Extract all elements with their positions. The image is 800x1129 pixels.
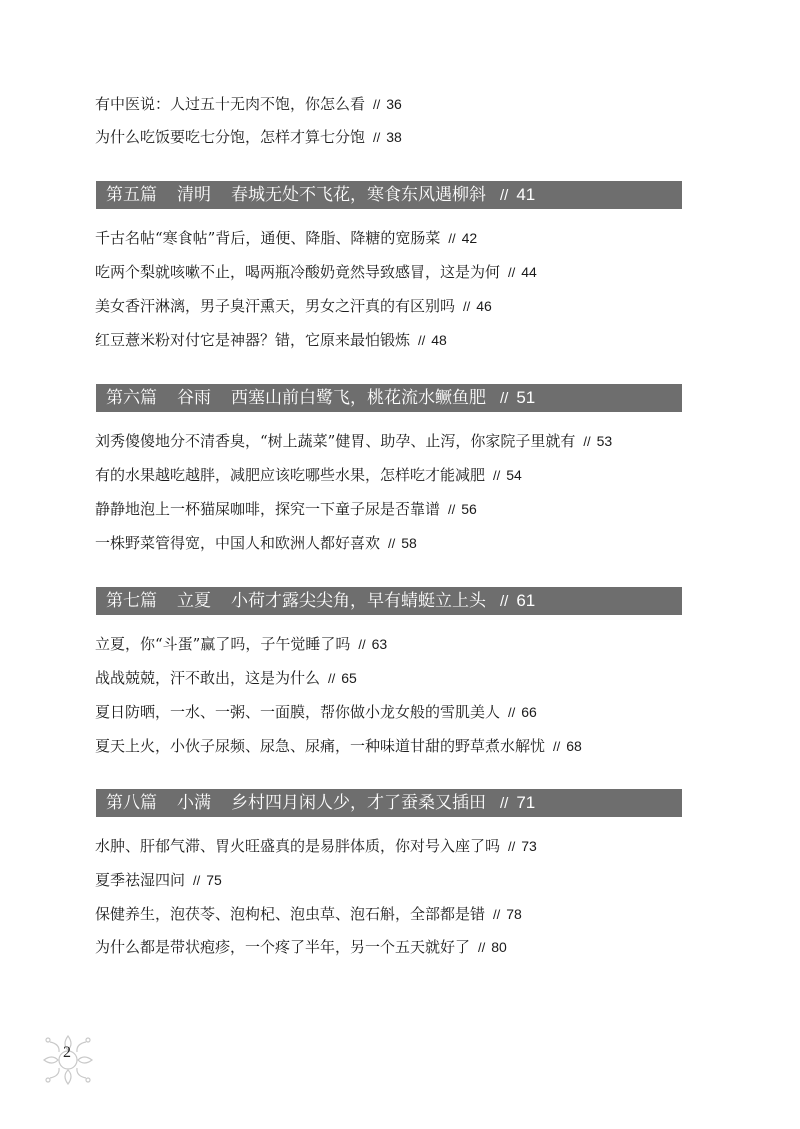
section-separator: // [500, 390, 509, 407]
toc-entry[interactable] [95, 330, 447, 351]
toc-entry-page: 63 [371, 636, 388, 652]
toc-entry-text: 保健养生，泡茯苓、泡枸杞、泡虫草、泡石斛，全部都是错 [95, 905, 486, 923]
toc-entry[interactable] [95, 870, 222, 891]
toc-entry-separator: // [328, 671, 336, 686]
solar-term: 谷雨 [177, 388, 211, 408]
toc-entry-separator: // [508, 265, 516, 280]
section-page: 71 [516, 793, 536, 812]
toc-entry[interactable] [95, 94, 402, 115]
toc-entry-separator: // [388, 536, 396, 551]
toc-entry-page: 53 [596, 433, 613, 449]
toc-entry-page: 48 [431, 332, 447, 348]
toc-entry-text: 夏日防晒，一水、一粥、一面膜，帮你做小龙女般的雪肌美人 [95, 703, 501, 721]
toc-entry-separator: // [553, 739, 561, 754]
section-page: 41 [516, 185, 536, 204]
toc-entry-text: 有中医说：人过五十无肉不饱，你怎么看 [95, 95, 366, 113]
toc-entry-page: 73 [521, 838, 537, 854]
solar-term: 小满 [177, 793, 211, 813]
toc-entry-text: 水肿、肝郁气滞、胃火旺盛真的是易胖体质，你对号入座了吗 [95, 837, 501, 855]
section-number: 第六篇 [106, 388, 157, 408]
toc-entry[interactable] [95, 533, 417, 554]
toc-entry-separator: // [493, 907, 501, 922]
solar-term: 清明 [177, 185, 211, 205]
toc-entry-page: 42 [461, 230, 478, 246]
toc-entry-page: 66 [521, 704, 537, 720]
toc-entry[interactable] [95, 465, 522, 486]
toc-entry[interactable] [95, 296, 492, 317]
section-page: 61 [516, 591, 536, 610]
section-title: 西塞山前白鹭飞，桃花流水鳜鱼肥 [231, 388, 486, 408]
toc-entry[interactable] [95, 634, 387, 655]
toc-entry-separator: // [493, 468, 501, 483]
toc-entry-page: 56 [461, 501, 477, 517]
toc-entry-page: 38 [386, 129, 402, 145]
toc-entry-page: 44 [521, 264, 537, 280]
toc-entry-separator: // [358, 637, 366, 652]
toc-entry-text: 夏季祛湿四问 [95, 871, 186, 889]
toc-entry-separator: // [508, 839, 516, 854]
toc-entry-text: 红豆薏米粉对付它是神器？错，它原来最怕锻炼 [95, 331, 411, 349]
section-separator: // [500, 795, 509, 812]
toc-entry-text: 一株野菜管得宽，中国人和欧洲人都好喜欢 [95, 534, 381, 552]
toc-entry-page: 78 [506, 906, 522, 922]
section-title: 春城无处不飞花，寒食东风遇柳斜 [231, 185, 486, 205]
toc-entry-separator: // [508, 705, 516, 720]
section-page: 51 [516, 388, 536, 407]
toc-entry-text: 战战兢兢，汗不敢出，这是为什么 [95, 669, 321, 687]
section-title: 乡村四月闲人少，才了蚕桑又插田 [231, 793, 486, 813]
toc-entry[interactable] [95, 702, 537, 723]
toc-entry-page: 58 [401, 535, 417, 551]
toc-entry-text: 有的水果越吃越胖，减肥应该吃哪些水果，怎样吃才能减肥 [95, 466, 486, 484]
toc-entry-page: 54 [506, 467, 522, 483]
toc-entry-separator: // [418, 333, 426, 348]
toc-entry-page: 46 [476, 298, 492, 314]
solar-term: 立夏 [177, 591, 211, 611]
toc-entry-separator: // [373, 97, 381, 112]
toc-entry-separator: // [583, 434, 591, 449]
toc-entry-page: 36 [386, 96, 402, 112]
toc-entry-text: 夏天上火，小伙子尿频、尿急、尿痛，一种味道甘甜的野草煮水解忧 [95, 737, 546, 755]
toc-entry[interactable] [95, 736, 582, 757]
toc-entry-separator: // [478, 940, 486, 955]
toc-entry-separator: // [463, 299, 471, 314]
toc-entry-page: 80 [491, 939, 507, 955]
toc-entry[interactable] [95, 262, 537, 283]
section-separator: // [500, 187, 509, 204]
toc-entry[interactable] [95, 499, 477, 520]
toc-entry[interactable] [95, 668, 357, 689]
section-header-bar[interactable] [96, 789, 682, 817]
section-separator: // [500, 593, 509, 610]
toc-entry-separator: // [448, 502, 456, 517]
section-title: 小荷才露尖尖角，早有蜻蜓立上头 [231, 591, 486, 611]
toc-entry-text: 吃两个梨就咳嗽不止，喝两瓶冷酸奶竟然导致感冒，这是为何 [95, 263, 501, 281]
toc-entry-text: 美女香汗淋漓，男子臭汗熏天，男女之汗真的有区别吗 [95, 297, 456, 315]
toc-entry-text: 为什么都是带状疱疹，一个疼了半年，另一个五天就好了 [95, 938, 471, 956]
toc-entry[interactable] [95, 937, 507, 958]
toc-entry-page: 65 [341, 670, 357, 686]
section-header-bar[interactable] [96, 587, 682, 615]
toc-entry-page: 75 [206, 872, 222, 888]
section-header-bar[interactable] [96, 181, 682, 209]
toc-entry[interactable] [95, 904, 522, 925]
toc-entry-text: 为什么吃饭要吃七分饱，怎样才算七分饱 [95, 128, 366, 146]
toc-entry[interactable] [95, 836, 537, 857]
toc-entry-text: 千古名帖“寒食帖”背后，通便、降脂、降糖的宽肠菜 [95, 229, 441, 247]
toc-entry-page: 68 [566, 738, 582, 754]
section-number: 第五篇 [106, 185, 157, 205]
toc-entry[interactable] [95, 228, 477, 249]
toc-entry-separator: // [448, 231, 456, 246]
toc-entry-separator: // [373, 130, 381, 145]
section-number: 第八篇 [106, 793, 157, 813]
toc-entry[interactable] [95, 431, 612, 452]
toc-entry-text: 立夏，你“斗蛋”赢了吗，子午觉睡了吗 [95, 635, 351, 653]
toc-entry[interactable] [95, 127, 402, 148]
page-number: 2 [63, 1044, 71, 1061]
section-number: 第七篇 [106, 591, 157, 611]
section-header-bar[interactable] [96, 384, 682, 412]
toc-entry-text: 刘秀傻傻地分不清香臭，“树上蔬菜”健胃、助孕、止泻，你家院子里就有 [95, 432, 576, 450]
toc-entry-text: 静静地泡上一杯猫屎咖啡，探究一下童子尿是否靠谱 [95, 500, 441, 518]
toc-entry-separator: // [193, 873, 201, 888]
